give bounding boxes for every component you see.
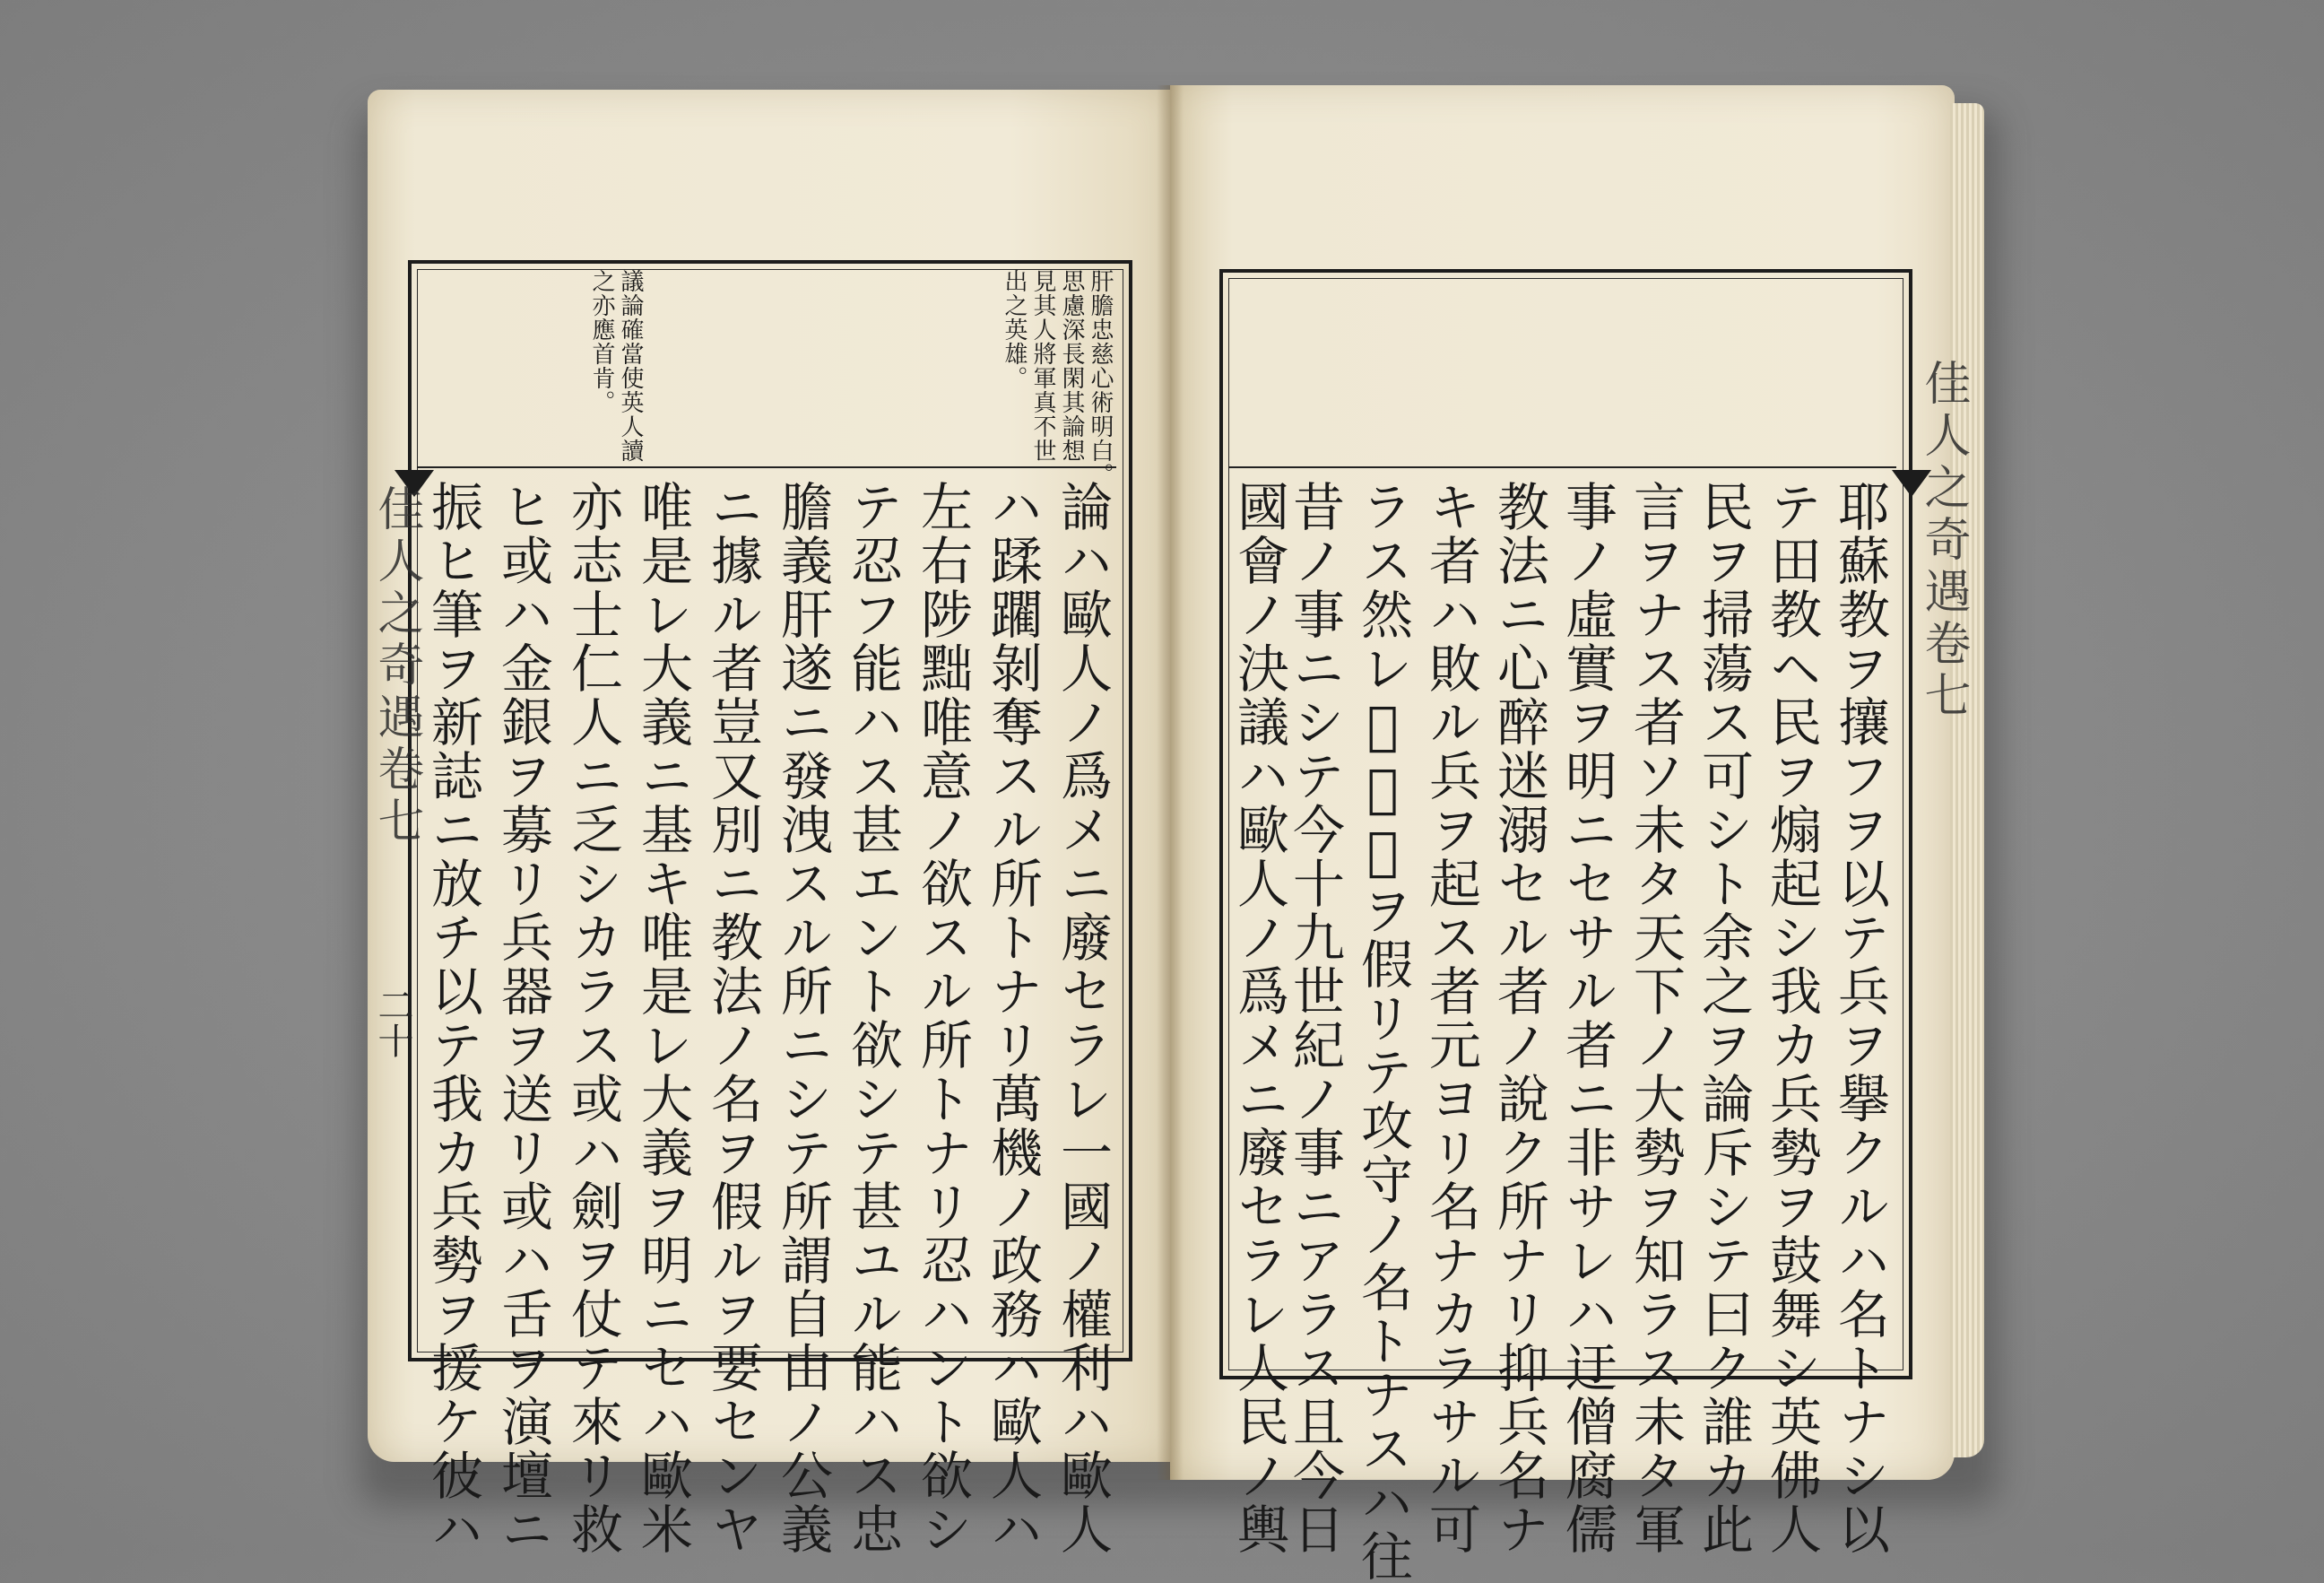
left-column-3: 左右陟黜唯意ノ欲スル所トナリ忍ハント欲シ <box>912 480 973 1556</box>
left-column-6: ニ據ル者豈又別ニ教法ノ名ヲ假ルヲ要センヤ <box>702 480 763 1556</box>
left-headnote-1: 肝膽忠慈心術明白。 <box>1087 269 1114 487</box>
right-column-7: キ者ハ敗ル兵ヲ起ス者元ヨリ名ナカラサル可 <box>1420 480 1481 1556</box>
right-column-5: 事ノ虛實ヲ明ニセサル者ニ非サレハ迂僧腐儒 <box>1557 480 1617 1556</box>
left-headnote-6: 之亦應首肯。 <box>588 269 615 414</box>
left-headnote-3: 見其人將軍真不世 <box>1029 269 1056 463</box>
right-headnote-rule <box>1228 466 1896 468</box>
right-column-10: 國會ノ決議ハ歐人ノ爲メニ廢セラレ人民ノ輿 <box>1228 480 1289 1556</box>
right-column-1: 耶蘇教ヲ攘フヲ以テ兵ヲ擧クルハ名トナシ以 <box>1829 480 1890 1556</box>
page-edge-stack <box>1950 103 1984 1457</box>
left-headnote-rule <box>417 466 1116 468</box>
right-margin-title: 佳人之奇遇卷七 <box>1916 359 1970 723</box>
left-headnote-4: 出之英雄。 <box>1001 269 1028 390</box>
right-column-4: 言ヲナス者ソ未タ天下ノ大勢ヲ知ラス未タ軍 <box>1625 480 1686 1556</box>
right-column-9: 昔ノ事ニシテ今十九世紀ノ事ニアラス且今日 <box>1284 480 1345 1556</box>
left-column-9: ヒ或ハ金銀ヲ募リ兵器ヲ送リ或ハ舌ヲ演壇ニ <box>492 480 553 1556</box>
right-column-2: テ田教ヘ民ヲ煽起シ我カ兵勢ヲ鼓舞シ英佛人 <box>1761 480 1822 1556</box>
book-gutter <box>1157 85 1184 1480</box>
left-column-1: 論ハ歐人ノ爲メニ廢セラレ一國ノ權利ハ歐人 <box>1052 480 1113 1556</box>
left-column-2: ハ蹂躙剝奪スル所トナリ萬機ノ政務ハ歐人ハ <box>982 480 1043 1556</box>
left-headnote-5: 議論確當使英人讀 <box>617 269 644 463</box>
right-column-3: 民ヲ掃蕩ス可シト余之ヲ論斥シテ曰ク誰カ此 <box>1693 480 1754 1556</box>
right-column-8: ラス然レ𪜈教法ヲ假リテ攻守ノ名トナスハ往 <box>1352 480 1413 1583</box>
left-margin-title: 佳人之奇遇卷七 <box>369 484 423 848</box>
left-column-8: 亦志士仁人ニ乏シカラス或ハ劍ヲ仗テ來リ救 <box>562 480 623 1556</box>
left-column-10: 振ヒ筆ヲ新誌ニ放チ以テ我カ兵勢ヲ援ケ彼ハ <box>422 480 483 1556</box>
left-column-5: 膽義肝遂ニ發洩スル所ニシテ所謂自由ノ公義 <box>772 480 833 1556</box>
left-column-7: 唯是レ大義ニ基キ唯是レ大義ヲ明ニセハ歐米 <box>632 480 693 1556</box>
right-column-6: 教法ニ心醉迷溺セル者ノ說ク所ナリ抑兵名ナ <box>1488 480 1549 1556</box>
left-folio: 二十 <box>372 987 413 1058</box>
left-headnote-2: 思慮深長閑其論想 <box>1058 269 1085 463</box>
left-column-4: テ忍フ能ハス甚エント欲シテ甚ユル能ハス忠 <box>842 480 903 1556</box>
